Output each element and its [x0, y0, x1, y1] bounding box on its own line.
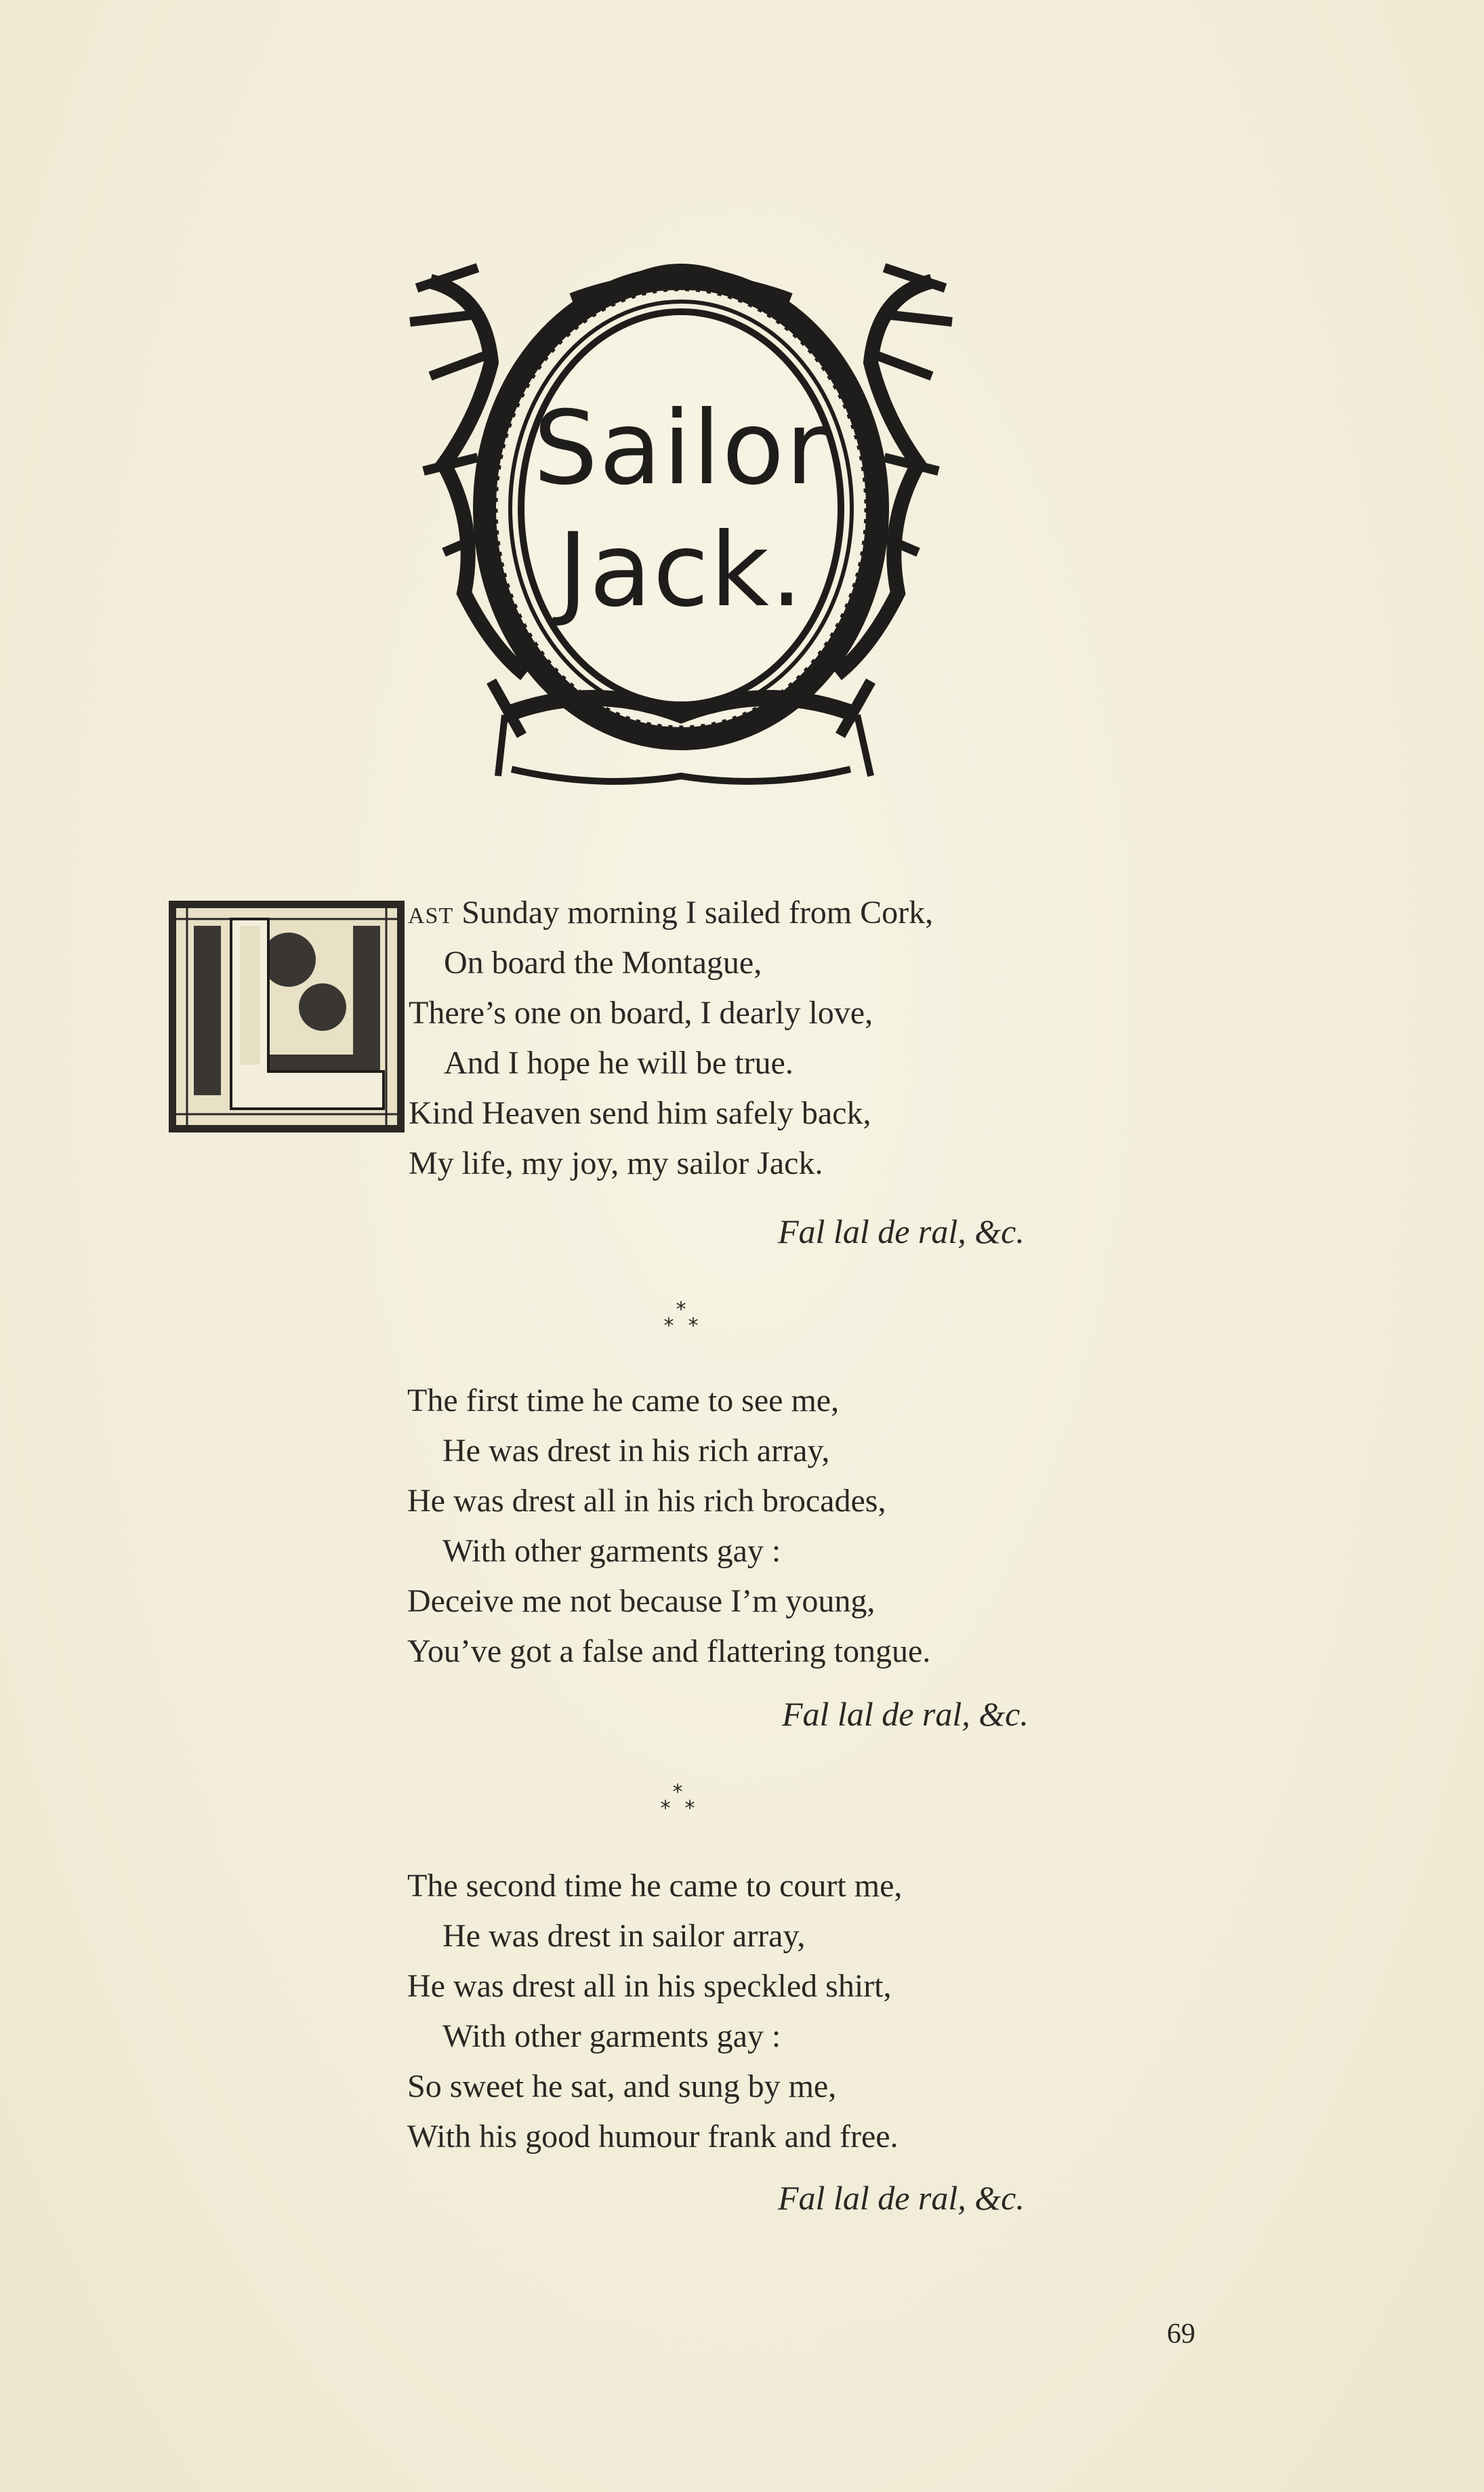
- verse-line: There’s one on board, I dearly love,: [409, 995, 873, 1031]
- title-line-1: Sailor: [533, 390, 829, 508]
- page-number: 69: [1167, 2319, 1195, 2350]
- verse-line: You’ve got a false and flattering tongue.: [407, 1633, 931, 1669]
- verse-line: Kind Heaven send him safely back,: [409, 1095, 871, 1131]
- stanza-2: [407, 1376, 930, 1677]
- verse-line: The second time he came to court me,: [407, 1868, 903, 1904]
- first-line-lead: AST: [408, 903, 454, 928]
- stanza-1-first-line: [408, 888, 933, 938]
- svg-text:*: *: [660, 1797, 671, 1820]
- svg-text:*: *: [672, 1782, 683, 1804]
- verse-line: On board the Montague,: [444, 945, 762, 981]
- verse-line: He was drest all in his speckled shirt,: [407, 1968, 892, 2004]
- verse-line: With other garments gay :: [442, 1533, 781, 1569]
- svg-text:*: *: [676, 1300, 686, 1322]
- asterism-icon: [651, 1782, 705, 1823]
- svg-text:*: *: [663, 1314, 674, 1338]
- verse-line: Deceive me not because I’m young,: [407, 1583, 875, 1619]
- stanza-1: [409, 938, 873, 1189]
- verse-line: My life, my joy, my sailor Jack.: [409, 1145, 823, 1181]
- refrain-1: Fal lal de ral, &c.: [778, 1212, 1025, 1250]
- verse-line: He was drest in his rich array,: [442, 1433, 830, 1469]
- verse-line: With other garments gay :: [442, 2018, 781, 2054]
- asterism-icon: [654, 1300, 708, 1341]
- first-line-rest: Sunday morning I sailed from Cork,: [453, 895, 934, 931]
- dropcap-l-icon: [167, 899, 407, 1135]
- title-line-2: Jack.: [558, 512, 804, 630]
- svg-text:*: *: [684, 1797, 695, 1820]
- svg-text:*: *: [688, 1314, 699, 1338]
- verse-line: With his good humour frank and free.: [407, 2119, 899, 2154]
- refrain-3: Fal lal de ral, &c.: [778, 2179, 1025, 2217]
- refrain-2: Fal lal de ral, &c.: [782, 1695, 1029, 1733]
- verse-line: He was drest all in his rich brocades,: [407, 1483, 886, 1519]
- title-cartouche: [403, 241, 959, 810]
- verse-line: And I hope he will be true.: [444, 1045, 793, 1081]
- verse-line: The first time he came to see me,: [407, 1383, 840, 1418]
- verse-line: So sweet he sat, and sung by me,: [407, 2068, 837, 2104]
- illuminated-dropcap: [167, 899, 407, 1135]
- verse-line: He was drest in sailor array,: [442, 1918, 806, 1954]
- stanza-3: [407, 1861, 902, 2162]
